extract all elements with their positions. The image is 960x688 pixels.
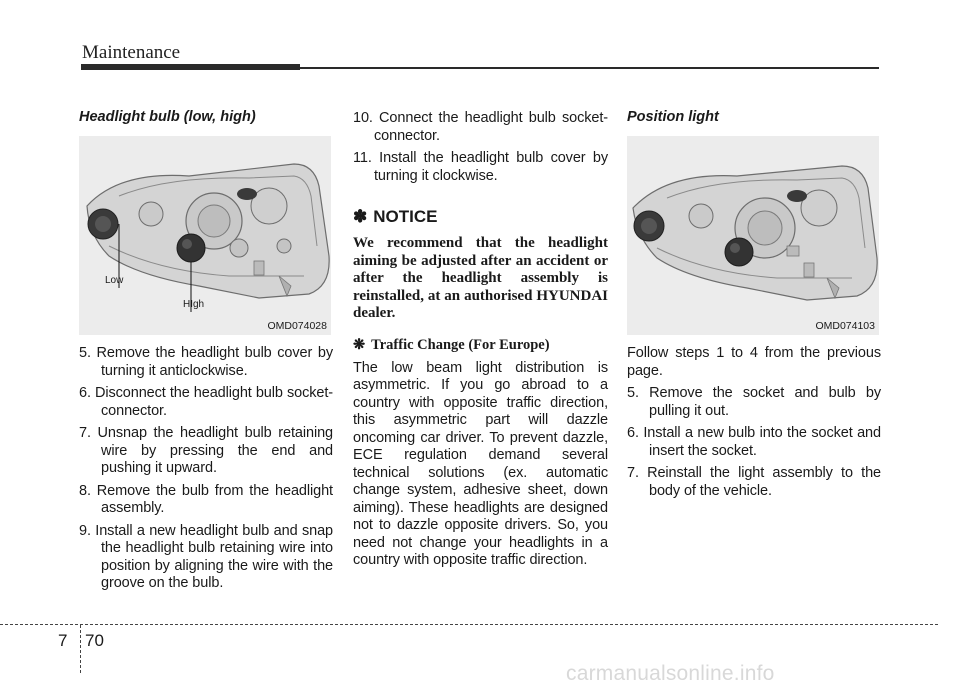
right-steps-list (627, 345, 881, 500)
traffic-mark-icon: ❋ (353, 336, 366, 353)
step-11: 11. Install the headlight bulb cover by turning it clockwise. (353, 150, 608, 184)
step-8: 8. Remove the bulb from the headlight assembly. (79, 482, 333, 516)
notice-heading (353, 207, 608, 227)
footer-rule (0, 624, 938, 625)
notice-title: NOTICE (373, 207, 438, 226)
section-heading-headlight-bulb: Headlight bulb (low, high) (79, 109, 256, 125)
middle-column (353, 110, 608, 570)
right-column (627, 106, 881, 505)
position-light-illustration (627, 136, 879, 335)
chapter-number: 7 (58, 631, 68, 650)
left-column (79, 106, 333, 598)
page-header-title: Maintenance (82, 42, 181, 63)
step-5: 5. Remove the headlight bulb cover by turning it anticlockwise. (79, 345, 333, 379)
step-6: 6. Install a new bulb into the socket and insert the socket. (627, 425, 881, 459)
notice-body: We recommend that the headlight aiming be adjusted after an accident or after the headlight assembly is reinstalled, at an authorised HYUNDAI dealer. (353, 235, 608, 321)
figure-code: OMD074028 (267, 320, 327, 332)
step-6: 6. Disconnect the headlight bulb socket-connector. (79, 385, 333, 419)
step-7: 7. Reinstall the light assembly to the body of the vehicle. (627, 465, 881, 499)
figure-code: OMD074103 (815, 320, 875, 332)
headlight-bulb-figure (79, 136, 331, 335)
traffic-change-title: Traffic Change (For Europe) (371, 336, 550, 353)
headlight-assembly-illustration (79, 136, 331, 335)
step-5: 5. Remove the socket and bulb by pulling it out. (627, 385, 881, 419)
step-7: 7. Unsnap the headlight bulb retaining wire by pressing the end and pushing it upward. (79, 425, 333, 476)
watermark: carmanualsonline.info (566, 662, 775, 685)
left-steps-list (79, 345, 333, 593)
figure-label-low: Low (105, 275, 124, 286)
header-rule-thick (81, 64, 300, 70)
page-number: 70 (85, 631, 104, 650)
footer-divider (80, 625, 81, 673)
notice-mark-icon: ✽ (353, 207, 368, 226)
intro-text: Follow steps 1 to 4 from the previous page. (627, 345, 881, 379)
section-heading-position-light: Position light (627, 109, 719, 125)
step-10: 10. Connect the headlight bulb socket-connector. (353, 110, 608, 144)
traffic-change-body: The low beam light distribution is asymmetric. If you go abroad to a country with opposite traffic direction, this asymmetric part will dazzle oncoming car driver. To prevent dazzle, ECE regulation demand several technical solutions (ex. automatic change system, adhesive sheet, down aiming). These headlights are designed not to dazzle opposite drivers. So, you need not change your headlights in a country with opposite traffic direction. (353, 359, 608, 568)
step-9: 9. Install a new headlight bulb and snap the headlight bulb retaining wire into position by aligning the wire with the groove on the bulb. (79, 522, 333, 591)
position-light-figure (627, 136, 879, 335)
header-rule-thin (300, 67, 879, 69)
figure-label-high: HIgh (183, 299, 205, 310)
traffic-change-heading (353, 337, 608, 354)
